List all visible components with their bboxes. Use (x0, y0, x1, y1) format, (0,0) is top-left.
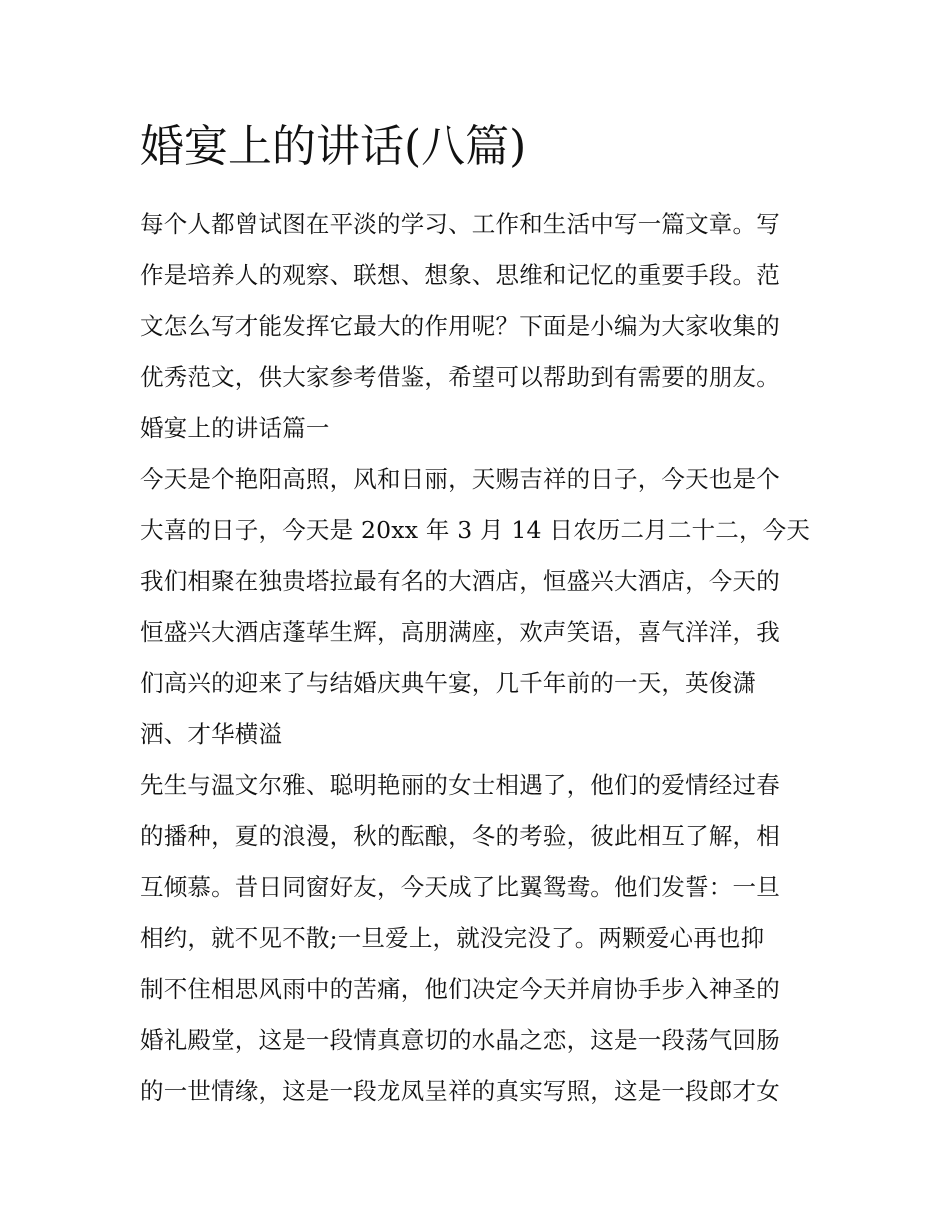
body-line: 们高兴的迎来了与结婚庆典午宴，几千年前的一天，英俊潇 (140, 669, 757, 697)
body-line: 相约，就不见不散;一旦爱上，就没完没了。两颗爱心再也抑 (140, 924, 765, 952)
body-line: 的一世情缘，这是一段龙凤呈祥的真实写照，这是一段郎才女 (140, 1077, 780, 1105)
body-line: 优秀范文，供大家参考借鉴，希望可以帮助到有需要的朋友。 (140, 363, 780, 391)
body-line: 作是培养人的观察、联想、想象、思维和记忆的重要手段。范 (140, 261, 780, 289)
body-line: 每个人都曾试图在平淡的学习、工作和生活中写一篇文章。写 (140, 210, 780, 238)
body-line: 的播种，夏的浪漫，秋的酝酿，冬的考验，彼此相互了解，相 (140, 822, 780, 850)
document-title: 婚宴上的讲话(八篇) (140, 121, 527, 172)
body-line: 婚礼殿堂，这是一段情真意切的水晶之恋，这是一段荡气回肠 (140, 1026, 780, 1054)
document-page (140, 112, 820, 1117)
document-body (140, 199, 820, 1117)
body-line: 大喜的日子，今天是 20xx 年 3 月 14 日农历二月二十二，今天 (140, 516, 811, 544)
body-line: 我们相聚在独贵塔拉最有名的大酒店，恒盛兴大酒店，今天的 (140, 567, 780, 595)
body-line: 文怎么写才能发挥它最大的作用呢？下面是小编为大家收集的 (140, 312, 780, 340)
body-line: 先生与温文尔雅、聪明艳丽的女士相遇了，他们的爱情经过春 (140, 771, 780, 799)
section-heading: 婚宴上的讲话篇一 (140, 414, 330, 442)
body-line: 制不住相思风雨中的苦痛，他们决定今天并肩协手步入神圣的 (140, 975, 780, 1003)
body-line: 互倾慕。昔日同窗好友，今天成了比翼鸳鸯。他们发誓：一旦 (140, 873, 780, 901)
body-line: 洒、才华横溢 (140, 720, 283, 748)
body-line: 恒盛兴大酒店蓬荜生辉，高朋满座，欢声笑语，喜气洋洋，我 (140, 618, 780, 646)
body-line: 今天是个艳阳高照，风和日丽，天赐吉祥的日子，今天也是个 (140, 465, 780, 493)
